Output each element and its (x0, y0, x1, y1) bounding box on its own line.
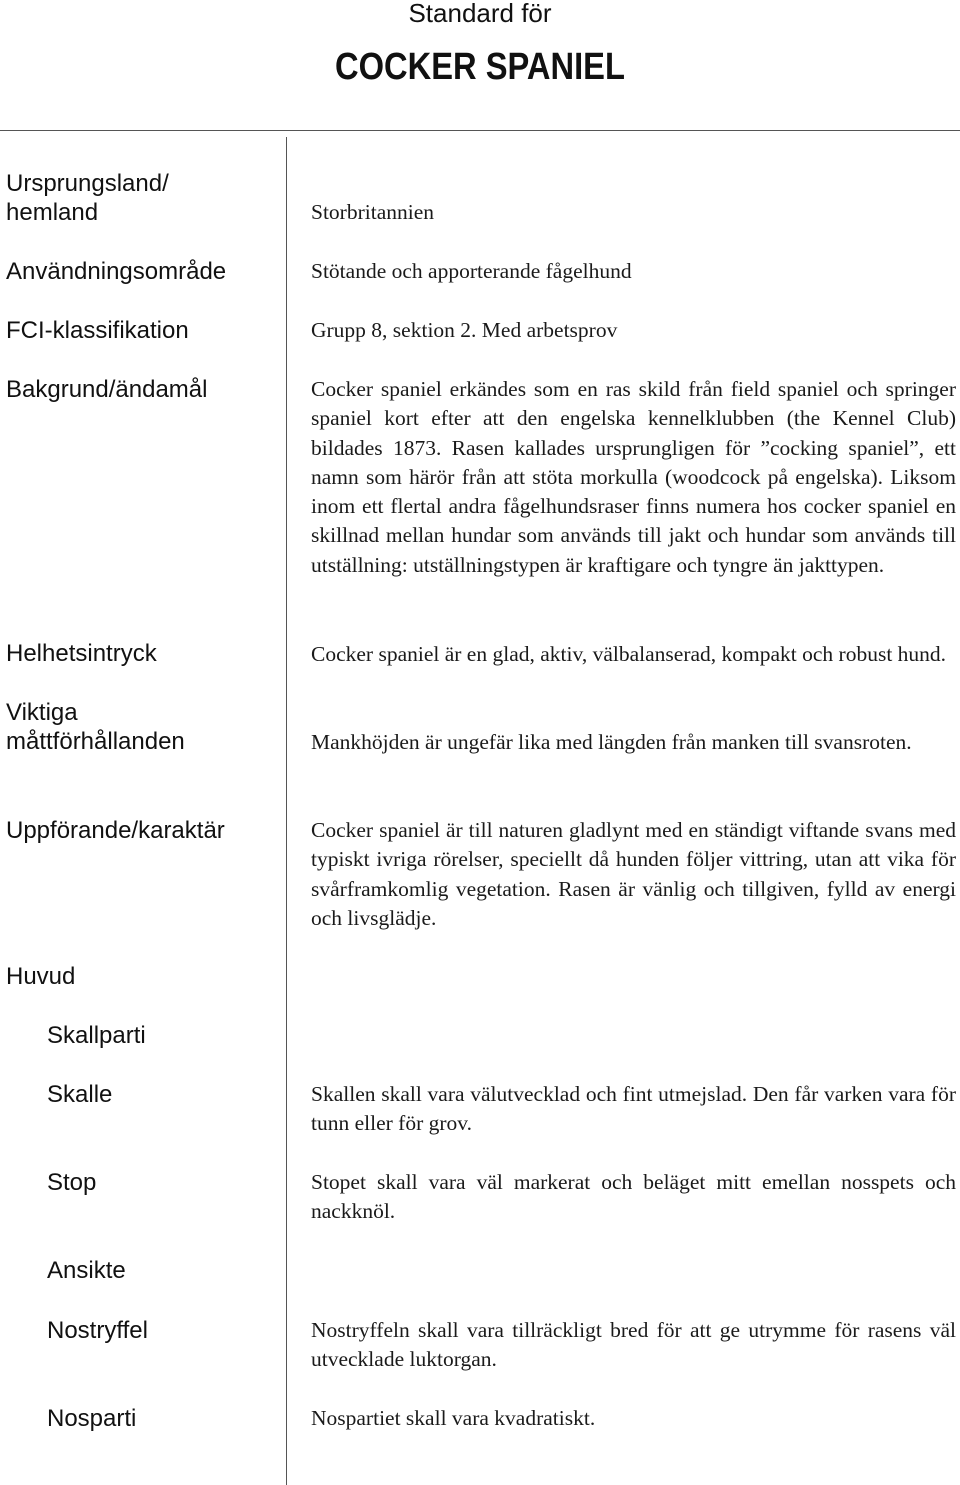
text-mattforhallanden: Mankhöjden är ungefär lika med längden från manken till svansroten. (311, 730, 912, 754)
text-bakgrund: Cocker spaniel erkändes som en ras skild från field spaniel och springer spaniel kort efter att den engelska kennelklubben (the Kennel Club) bildades 1873. Rasen kallades ursprungligen för ”cocking spaniel”, ett namn som härör från att stöta morkulla (woodcock på engelska). Liksom inom ett flertal andra fågelhundsraser finns numera hos cocker spaniel en skillnad mellan hundar som används till jakt och hundar som används till utställning: utställningstypen är kraftigare och tyngre än jakttypen. (311, 377, 956, 577)
label-ansikte: Ansikte (47, 1257, 126, 1284)
label-skalle: Skalle (47, 1081, 113, 1108)
label-huvud: Huvud (6, 963, 76, 990)
page-title: COCKER SPANIEL (335, 46, 625, 88)
label-nosparti: Nosparti (47, 1405, 137, 1432)
text-nostryffel: Nostryffeln skall vara tillräckligt bred för att ge utrymme för rasens väl utvecklade luktorgan. (311, 1318, 956, 1372)
label-helhetsintryck: Helhetsintryck (6, 640, 157, 667)
label-stop: Stop (47, 1169, 97, 1196)
label-ursprungsland: Ursprungsland/ hemland (6, 170, 169, 226)
text-skalle: Skallen skall vara välutvecklad och fint utmejslad. Den får varken vara för tunn eller för grov. (311, 1082, 956, 1136)
page-subtitle: Standard för (408, 0, 552, 28)
label-bakgrund: Bakgrund/ändamål (6, 376, 208, 403)
text-anvandningsomrade: Stötande och apporterande fågelhund (311, 259, 632, 283)
label-nostryffel: Nostryffel (47, 1317, 148, 1344)
text-uppforande: Cocker spaniel är till naturen gladlynt med en ständigt viftande svans med typiskt ivriga rörelser, speciellt då hunden följer vittring, utan att vika för svårframkomlig vegetation. Rasen är vänlig och tillgiven, fylld av energi och livsglädje. (311, 818, 956, 930)
label-mattforhallanden: Viktiga måttförhållanden (6, 699, 185, 755)
text-stop: Stopet skall vara väl markerat och beläget mitt emellan nosspets och nackknöl. (311, 1170, 956, 1224)
label-skallparti: Skallparti (47, 1022, 146, 1049)
label-fci-klassifikation: FCI-klassifikation (6, 317, 189, 344)
label-anvandningsomrade: Användningsområde (6, 258, 227, 285)
text-nosparti: Nospartiet skall vara kvadratiskt. (311, 1406, 596, 1430)
label-uppforande: Uppförande/karaktär (6, 817, 225, 844)
header-rule (0, 130, 960, 131)
column-divider (286, 137, 287, 1485)
text-ursprungsland: Storbritannien (311, 200, 435, 224)
text-fci-klassifikation: Grupp 8, sektion 2. Med arbetsprov (311, 318, 618, 342)
text-helhetsintryck: Cocker spaniel är en glad, aktiv, välbalanserad, kompakt och robust hund. (311, 642, 947, 666)
